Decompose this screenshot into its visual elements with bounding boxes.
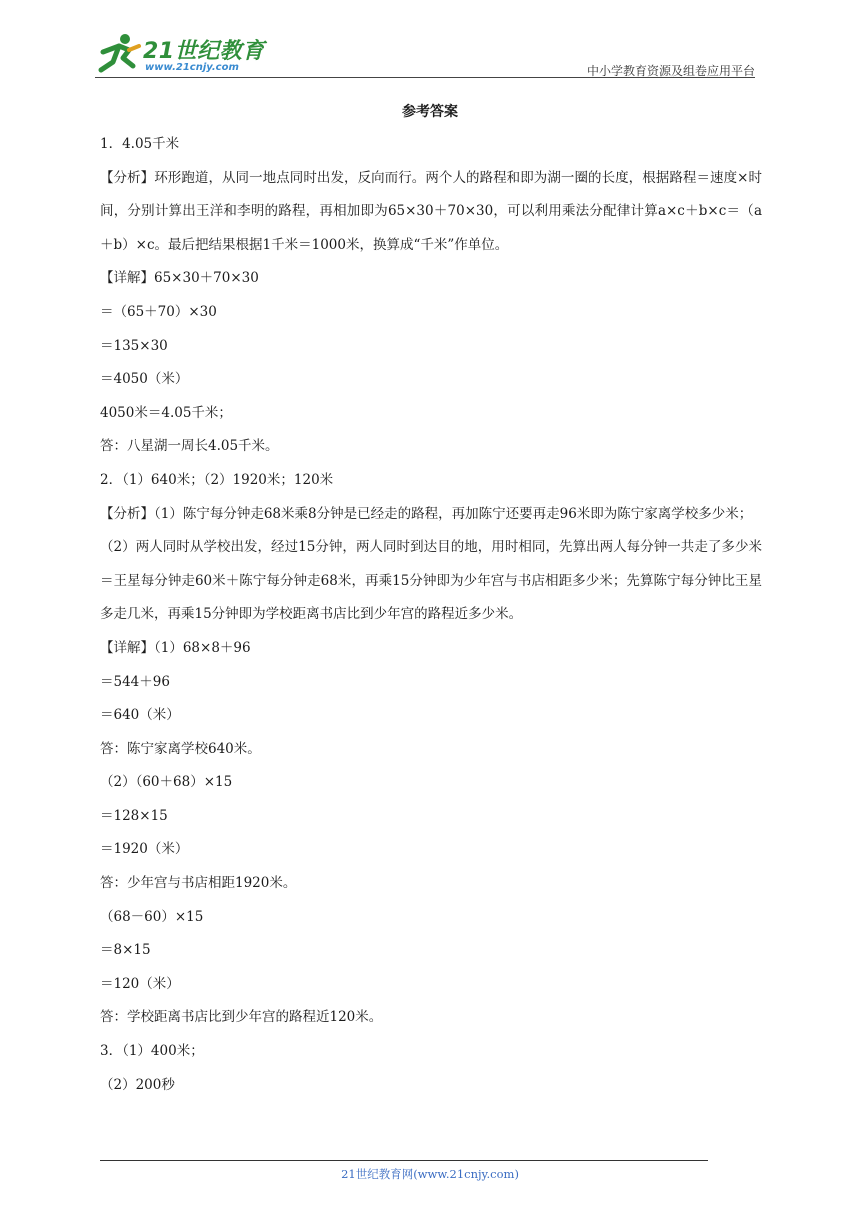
answer-line: 2．（1）640米；（2）1920米；120米 bbox=[100, 471, 334, 488]
answer-line: （2）200秒 bbox=[100, 1076, 175, 1093]
answer-line: ＝1920（米） bbox=[100, 841, 189, 858]
analysis-paragraph: 【分析】（1）陈宁每分钟走68米乘8分钟是已经走的路程，再加陈宁还要再走96米即为陈宁家离学校多少米； bbox=[100, 505, 753, 522]
answer-line: 答：陈宁家离学校640米。 bbox=[100, 740, 261, 757]
page-header bbox=[95, 30, 755, 78]
answer-line: 4050米＝4.05千米； bbox=[100, 404, 232, 421]
runner-logo-icon bbox=[95, 32, 143, 76]
answer-line: ＝4050（米） bbox=[100, 371, 189, 388]
header-divider bbox=[95, 77, 755, 78]
answer-line: ＝128×15 bbox=[100, 807, 168, 824]
answer-line: 【详解】（1）68×8＋96 bbox=[100, 639, 251, 656]
answer-line: 3．（1）400米； bbox=[100, 1043, 204, 1060]
site-logo bbox=[95, 30, 265, 76]
analysis-paragraph: （2）两人同时从学校出发，经过15分钟，两人同时到达目的地，用时相同，先算出两人每分钟一共走了多少米＝王星每分钟走60米＋陈宁每分钟走68米，再乘15分钟即为少年宫与书店相距多少米；先算陈宁每分钟比王星多走几米，再乘15分钟即为学校距离书店比到少年宫的路程近多少米。 bbox=[100, 539, 762, 623]
footer-divider bbox=[100, 1160, 708, 1161]
answer-line: 1．4.05千米 bbox=[100, 136, 180, 152]
answer-line: ＝（65＋70）×30 bbox=[100, 303, 217, 320]
answer-line: ＝120（米） bbox=[100, 975, 180, 992]
answer-line: ＝135×30 bbox=[100, 337, 168, 354]
page-footer: 21世纪教育网(www.21cnjy.com) bbox=[341, 1167, 519, 1181]
answer-line: （2）（60＋68）×15 bbox=[100, 774, 233, 791]
answer-line: 答：学校距离书店比到少年宫的路程近120米。 bbox=[100, 1009, 383, 1026]
answer-line: 答：八星湖一周长4.05千米。 bbox=[100, 438, 279, 455]
logo-text: 21世纪教育 bbox=[143, 39, 265, 64]
page-title: 参考答案 bbox=[402, 104, 458, 120]
answer-line: （68－60）×15 bbox=[100, 908, 204, 925]
platform-name: 中小学教育资源及组卷应用平台 bbox=[586, 64, 755, 78]
analysis-paragraph: 【分析】环形跑道，从同一地点同时出发，反向而行。两个人的路程和即为湖一圈的长度，根据路程＝速度×时间，分别计算出王洋和李明的路程，再相加即为65×30＋70×30，可以利用乘法分配律计算a×c＋b×c＝（a＋b）×c。最后把结果根据1千米＝1000米，换算成“千米”作单位。 bbox=[100, 169, 762, 253]
logo-url: www.21cnjy.com bbox=[145, 62, 239, 73]
answer-line: 【详解】65×30＋70×30 bbox=[100, 270, 259, 287]
answer-line: ＝544＋96 bbox=[100, 673, 170, 690]
answer-content bbox=[100, 128, 762, 1102]
answer-line: ＝640（米） bbox=[100, 707, 180, 724]
answer-line: ＝8×15 bbox=[100, 942, 151, 959]
answer-line: 答：少年宫与书店相距1920米。 bbox=[100, 875, 297, 892]
